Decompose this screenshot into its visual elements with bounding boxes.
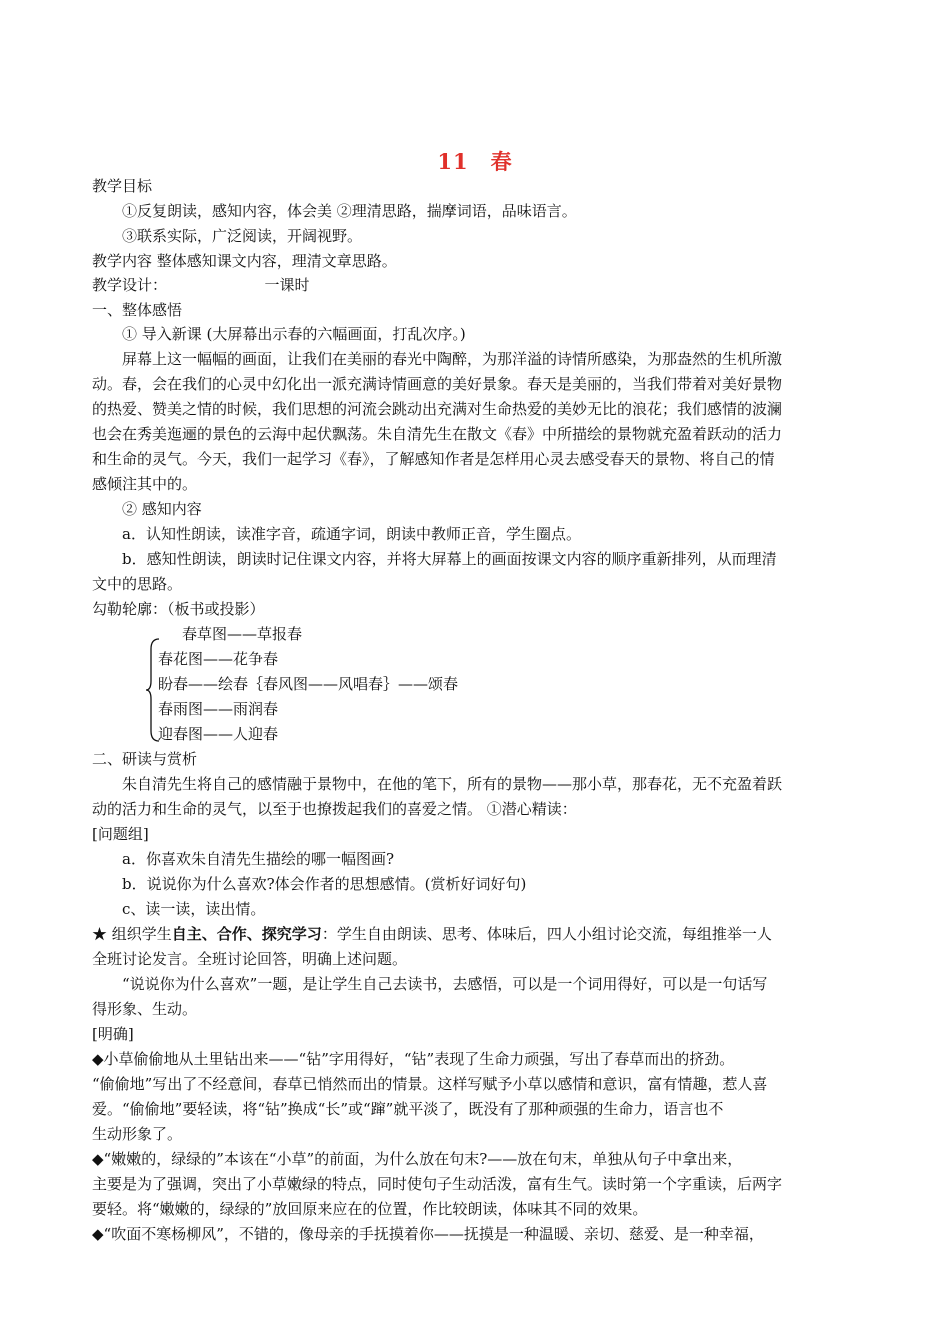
text-line: 全班讨论发言。全班讨论回答，明确上述问题。: [92, 950, 408, 968]
text-line: ① 导入新课 (大屏幕出示春的六幅画面，打乱次序。): [122, 325, 466, 343]
text-line: 动的活力和生命的灵气，以至于也撩拨起我们的喜爱之情。 ①潜心精读：: [92, 800, 577, 818]
text-line: 的热爱、赞美之情的时候，我们思想的河流会跳动出充满对生命热爱的美妙无比的浪花；我们感情的波澜: [92, 400, 783, 418]
text-line: ◆“吹面不寒杨柳风”，不错的，像母亲的手抚摸着你——抚摸是一种温暖、亲切、慈爱、是一种幸福，: [92, 1225, 764, 1243]
text-line: 朱自清先生将自己的感情融于景物中，在他的笔下，所有的景物——那小草，那春花，无不充盈着跃: [122, 775, 783, 793]
outline-item: 春草图——草报春: [182, 625, 303, 643]
text-line: 文中的思路。: [92, 575, 183, 593]
section-heading: 一、整体感悟: [92, 301, 183, 319]
text-line: 主要是为了强调，突出了小草嫩绿的特点，同时使句子生动活泼，富有生气。读时第一个字重读，后两字: [92, 1175, 783, 1193]
page-title: 11 春: [437, 149, 513, 174]
text-line: ② 感知内容: [122, 500, 202, 518]
section-heading: 教学目标: [92, 177, 153, 195]
star-text-rest: ：学生自由朗读、思考、体味后，四人小组讨论交流，每组推举一人: [321, 925, 772, 943]
star-bold-text: 自主、合作、探究学习: [171, 925, 322, 943]
text-line: 勾勒轮廓：（板书或投影）: [92, 600, 265, 618]
text-line: b．感知性朗读，朗读时记住课文内容，并将大屏幕上的画面按课文内容的顺序重新排列，从而理清: [122, 550, 777, 568]
text-line: 动。春，会在我们的心灵中幻化出一派充满诗情画意的美好景象。春天是美丽的，当我们带着对美好景物: [92, 375, 783, 393]
text-line: a．你喜欢朱自清先生描绘的哪一幅图画?: [122, 850, 394, 868]
text-line: ①反复朗读，感知内容，体会美 ②理清思路，揣摩词语，品味语言。: [122, 202, 577, 220]
text-line: c、读一读，读出情。: [122, 900, 266, 918]
text-line: 教学设计： 一课时: [92, 276, 310, 294]
text-line: ◆“嫩嫩的，绿绿的”本该在“小草”的前面，为什么放在句末?——放在句末，单独从句子中拿出来，: [92, 1150, 743, 1168]
outline-item: 春雨图——雨润春: [158, 700, 279, 718]
text-line: 感倾注其中的。: [92, 475, 198, 493]
text-line: 屏幕上这一幅幅的画面，让我们在美丽的春光中陶醉，为那洋溢的诗情所感染，为那盎然的生机所激: [122, 350, 783, 368]
text-line: 也会在秀美迤逦的景色的云海中起伏飘荡。朱自清先生在散文《春》中所描绘的景物就充盈着跃动的活力: [92, 425, 783, 443]
text-line: 爱。“偷偷地”要轻读，将“钻”换成“长”或“蹿”就平淡了，既没有了那种顽强的生命力，语言也不: [92, 1100, 724, 1118]
star-line: [92, 924, 772, 944]
star-icon: ★: [92, 925, 112, 943]
text-line: 得形象、生动。: [92, 1000, 198, 1018]
text-line: [问题组]: [92, 825, 149, 843]
text-line: b．说说你为什么喜欢?体会作者的思想感情。(赏析好词好句): [122, 875, 527, 893]
outline-item: 春花图——花争春: [158, 650, 279, 668]
section-heading: 二、研读与赏析: [92, 750, 198, 768]
text-line: “偷偷地”写出了不经意间，春草已悄然而出的情景。这样写赋予小草以感情和意识，富有情趣，惹人喜: [92, 1075, 768, 1093]
text-line: 教学内容 整体感知课文内容，理清文章思路。: [92, 252, 397, 270]
text-line: ◆小草偷偷地从土里钻出来——“钻”字用得好，“钻”表现了生命力顽强，写出了春草而出的挤劲。: [92, 1050, 735, 1068]
text-line: [明确]: [92, 1025, 134, 1043]
text-line: 和生命的灵气。今天，我们一起学习《春》，了解感知作者是怎样用心灵去感受春天的景物、将自己的情: [92, 450, 775, 468]
text-line: 生动形象了。: [92, 1125, 183, 1143]
text-line: ③联系实际，广泛阅读，开阔视野。: [122, 227, 363, 245]
text-line: 要轻。将“嫩嫩的，绿绿的”放回原来应在的位置，作比较朗读，体味其不同的效果。: [92, 1200, 648, 1218]
text-line: “说说你为什么喜欢”一题，是让学生自己去读书，去感悟，可以是一个词用得好，可以是一句话写: [122, 975, 768, 993]
text-line: a．认知性朗读，读准字音，疏通字词，朗读中教师正音，学生圈点。: [122, 525, 581, 543]
brace-icon: [144, 637, 162, 743]
star-text: 组织学生: [111, 925, 172, 943]
outline-item: 迎春图——人迎春: [158, 725, 279, 743]
outline-item: 盼春——绘春｛春风图——风唱春｝——颂春: [158, 675, 459, 693]
